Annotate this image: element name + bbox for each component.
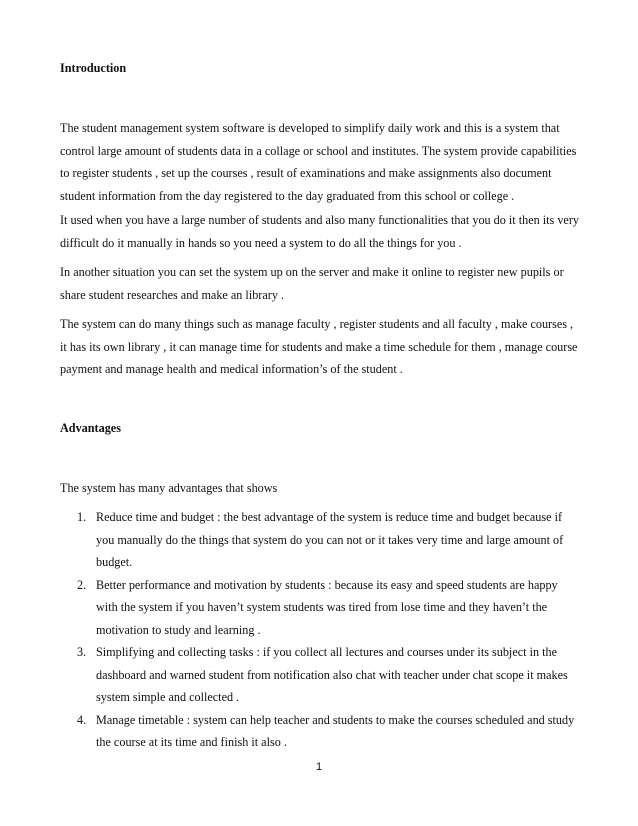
list-item-number: 3. bbox=[77, 645, 87, 659]
list-item-text: Reduce time and budget : the best advantage of the system is reduce time and budget because if you manually do the things that system do you can not or it takes very time and large amount of budget. bbox=[96, 510, 564, 569]
list-item-number: 4. bbox=[77, 712, 87, 727]
intro-paragraph-1: The student management system software is developed to simplify daily work and this is a system that control large amount of students data in a collage or school and institutes. The system provide capabilities to register students , set up the courses , result of examinations and make assignments also document student information from the day registered to the day graduated from this school or college . bbox=[60, 121, 577, 203]
list-item bbox=[60, 574, 582, 642]
heading-advantages: Advantages bbox=[60, 421, 121, 435]
heading-introduction: Introduction bbox=[60, 61, 127, 75]
list-item bbox=[60, 641, 582, 709]
intro-paragraph-2: It used when you have a large number of students and also many functionalities that you do it then its very difficult do it manually in hands so you need a system to do all the things for you . bbox=[60, 213, 579, 250]
advantages-intro: The system has many advantages that shows bbox=[60, 481, 278, 495]
intro-paragraph-3: In another situation you can set the system up on the server and make it online to register new pupils or share student researches and make an library . bbox=[60, 265, 564, 302]
page-number: 1 bbox=[315, 761, 323, 773]
list-item-number: 1. bbox=[77, 510, 87, 524]
list-item-text: Better performance and motivation by students : because its easy and speed students are happy with the system if you haven’t system students was tired from lose time and they haven’t the motivation to study and learning . bbox=[96, 577, 558, 637]
intro-paragraph-4: The system can do many things such as manage faculty , register students and all faculty , make courses , it has its own library , it can manage time for students and make a time schedule for them , manage course payment and manage health and medical information’s of the student . bbox=[60, 317, 578, 376]
list-item bbox=[60, 709, 582, 754]
list-item-number: 2. bbox=[77, 577, 87, 592]
list-item-text: Manage timetable : system can help teacher and students to make the courses scheduled and study the course at its time and finish it also . bbox=[96, 712, 575, 749]
list-item bbox=[60, 506, 582, 574]
advantages-list bbox=[60, 506, 582, 754]
list-item-text: Simplifying and collecting tasks : if you collect all lectures and courses under its subject in the dashboard and warned student from notification also chat with teacher under chat scope it makes system simple and collected . bbox=[96, 645, 568, 704]
